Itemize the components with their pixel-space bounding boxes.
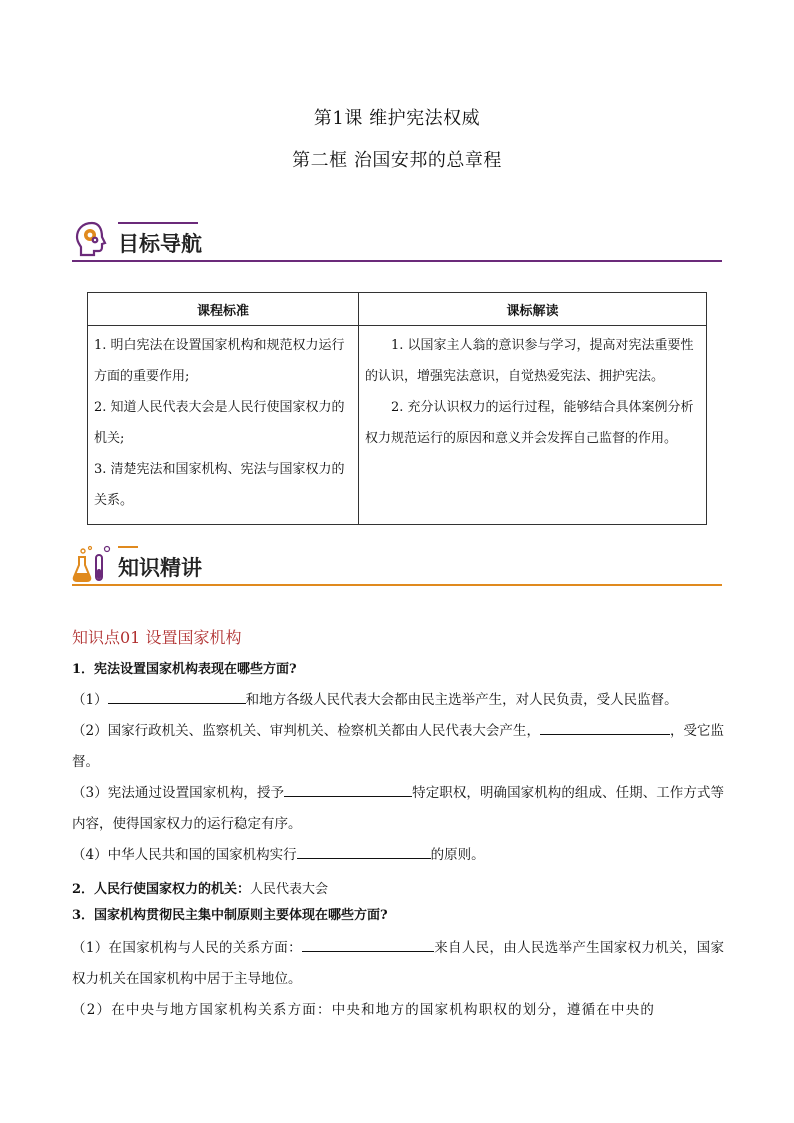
standard-item: 2. 知道人民代表大会是人民行使国家权力的机关; <box>94 400 345 446</box>
fill-blank[interactable] <box>302 937 434 952</box>
knowledge-point-title: 知识点01 设置国家机构 <box>72 628 242 647</box>
frame-title: 第二框 治国安邦的总章程 <box>292 150 502 171</box>
question-2 <box>72 878 328 897</box>
interpretation-item: 2. 充分认识权力的运行过程，能够结合具体案例分析权力规范运行的原因和意义并会发挥自己监督的作用。 <box>365 400 694 446</box>
table-header-row <box>88 293 707 326</box>
fill-blank[interactable] <box>108 689 246 704</box>
curriculum-table <box>87 292 707 525</box>
question-2-heading: 2．人民行使国家权力的机关： <box>72 882 251 897</box>
question-3-heading: 3．国家机构贯彻民主集中制原则主要体现在哪些方面? <box>72 908 388 923</box>
fill-blank[interactable] <box>540 720 670 735</box>
head-gears-icon <box>72 219 112 259</box>
section-goal-divider <box>72 260 722 262</box>
question-3-item-2: （2）在中央与地方国家机构关系方面：中央和地方的国家机构职权的划分，遵循在中央的 <box>72 1002 656 1018</box>
section-goal-header <box>72 218 722 262</box>
table-row <box>88 326 707 525</box>
standard-item: 1. 明白宪法在设置国家机构和规范权力运行方面的重要作用; <box>94 338 345 384</box>
standard-cell <box>88 326 359 525</box>
section-knowledge-header <box>72 542 722 586</box>
question-1-item-1: （1） 和地方各级人民代表大会都由民主选举产生，对人民负责，受人民监督。 <box>72 685 724 716</box>
interpretation-item: 1. 以国家主人翁的意识参与学习，提高对宪法重要性的认识，增强宪法意识，自觉热爱宪法、拥护宪法。 <box>365 338 694 384</box>
question-1-item-4: （4）中华人民共和国的国家机构实行 的原则。 <box>72 840 724 871</box>
section-knowledge-accent-line <box>118 546 138 548</box>
standard-item: 3. 清楚宪法和国家机构、宪法与国家权力的关系。 <box>94 462 345 508</box>
table-header-interpretation: 课标解读 <box>359 293 707 326</box>
interpretation-cell <box>359 326 707 525</box>
section-knowledge-label: 知识精讲 <box>118 556 202 580</box>
section-knowledge-divider <box>72 584 722 586</box>
section-goal-accent-line <box>118 222 198 224</box>
question-3-item-1: （1）在国家机构与人民的关系方面： 来自人民，由人民选举产生国家权力机关，国家权力机关在国家机构中居于主导地位。 <box>72 933 724 995</box>
question-1-item-2: （2）国家行政机关、监察机关、审判机关、检察机关都由人民代表大会产生， ，受它监督。 <box>72 716 724 778</box>
fill-blank[interactable] <box>284 782 412 797</box>
question-1-item-3: （3）宪法通过设置国家机构，授予 特定职权，明确国家机构的组成、任期、工作方式等内容，使得国家权力的运行稳定有序。 <box>72 778 724 840</box>
fill-blank[interactable] <box>297 844 431 859</box>
lab-flask-icon <box>72 543 112 583</box>
question-1-heading: 1．宪法设置国家机构表现在哪些方面? <box>72 662 297 677</box>
section-goal-label: 目标导航 <box>118 232 202 256</box>
question-2-answer: 人民代表大会 <box>250 882 329 897</box>
table-header-standard: 课程标准 <box>88 293 359 326</box>
lesson-title: 第1课 维护宪法权威 <box>313 108 481 129</box>
